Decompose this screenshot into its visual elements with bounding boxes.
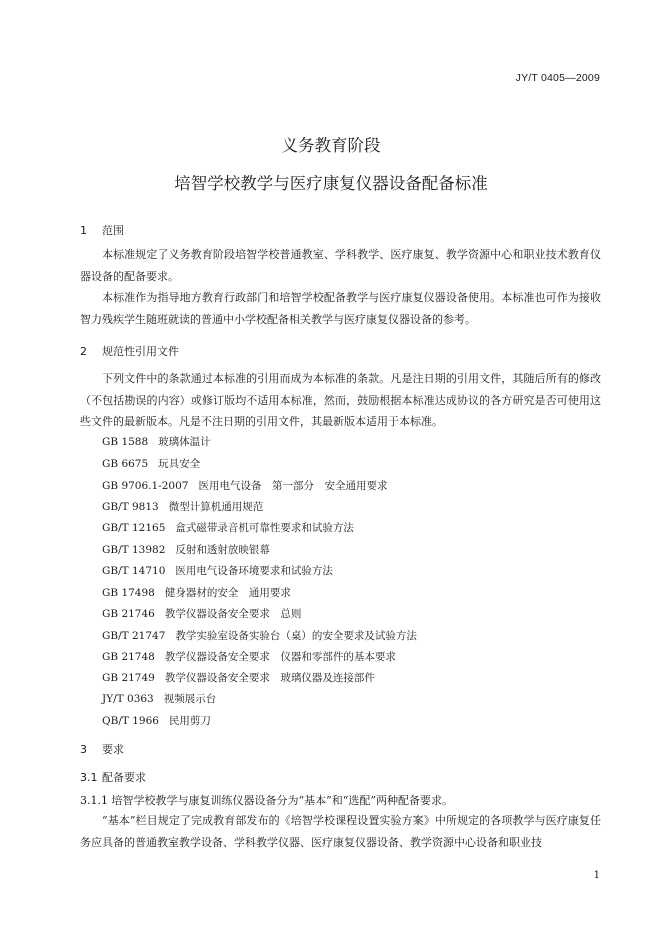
reference-item: GB 17498 健身器材的安全 通用要求 [102, 587, 291, 599]
section-2-number: 2 [80, 345, 87, 358]
section-1-paragraph-1: 本标准规定了义务教育阶段培智学校普通教室、学科教学、医疗康复、教学资源中心和职业技术教育仪器设备的配备要求。 [80, 248, 601, 283]
title-line-1: 义务教育阶段 [281, 136, 381, 155]
reference-item: GB/T 9813 微型计算机通用规范 [102, 501, 264, 513]
section-3-title: 要求 [102, 743, 124, 756]
section-3-heading [80, 741, 124, 757]
reference-item: GB/T 13982 反射和透射放映银幕 [102, 544, 270, 556]
section-2-title: 规范性引用文件 [102, 345, 179, 358]
clause-3-1-1: 3.1.1 培智学校教学与康复训练仪器设备分为“基本”和“选配”两种配备要求。 [80, 794, 453, 807]
reference-item: GB 21748 教学仪器设备安全要求 仪器和零部件的基本要求 [102, 651, 396, 663]
section-3-paragraph: “基本”栏目规定了完成教育部发布的《培智学校课程设置实验方案》中所规定的各项教学与医疗康复任务应具备的普通教室教学设备、学科教学仪器、医疗康复仪器设备、教学资源中心设备和职业技 [80, 814, 601, 849]
reference-item: GB 6675 玩具安全 [102, 458, 201, 470]
section-2-paragraph: 下列文件中的条款通过本标准的引用而成为本标准的条款。凡是注日期的引用文件，其随后所有的修改（不包括勘误的内容）或修订版均不适用本标准，然而，鼓励根据本标准达成协议的各方研究是否可使用这些文件的最新版本。凡是不注日期的引用文件，其最新版本适用于本标准。 [80, 372, 601, 428]
reference-item: GB 9706.1-2007 医用电气设备 第一部分 安全通用要求 [102, 480, 388, 492]
title-line-2: 培智学校教学与医疗康复仪器设备配备标准 [174, 174, 488, 193]
reference-item: JY/T 0363 视频展示台 [102, 693, 217, 705]
section-1-number: 1 [80, 224, 87, 237]
page-number: 1 [593, 870, 600, 881]
reference-item: GB 21749 教学仪器设备安全要求 玻璃仪器及连接部件 [102, 672, 375, 684]
section-1-title: 范围 [102, 224, 124, 237]
section-2-heading [80, 343, 179, 359]
standard-code: JY/T 0405—2009 [515, 72, 600, 84]
section-1-paragraph-2: 本标准作为指导地方教育行政部门和培智学校配备教学与医疗康复仪器设备使用。本标准也可作为接收智力残疾学生随班就读的普通中小学校配备相关教学与医疗康复仪器设备的参考。 [80, 291, 601, 326]
reference-item: GB/T 12165 盒式磁带录音机可靠性要求和试验方法 [102, 522, 354, 534]
reference-item: GB/T 14710 医用电气设备环境要求和试验方法 [102, 565, 333, 577]
reference-item: GB 1588 玻璃体温计 [102, 436, 211, 448]
section-3-number: 3 [80, 743, 87, 756]
subsection-3-1-heading [80, 769, 146, 785]
reference-item: GB 21746 教学仪器设备安全要求 总则 [102, 608, 302, 620]
subsection-3-1-title: 配备要求 [102, 771, 146, 784]
reference-item: QB/T 1966 民用剪刀 [102, 715, 211, 727]
reference-item: GB/T 21747 教学实验室设备实验台（桌）的安全要求及试验方法 [102, 630, 417, 642]
section-1-heading [80, 222, 124, 238]
subsection-3-1-number: 3.1 [80, 771, 98, 784]
